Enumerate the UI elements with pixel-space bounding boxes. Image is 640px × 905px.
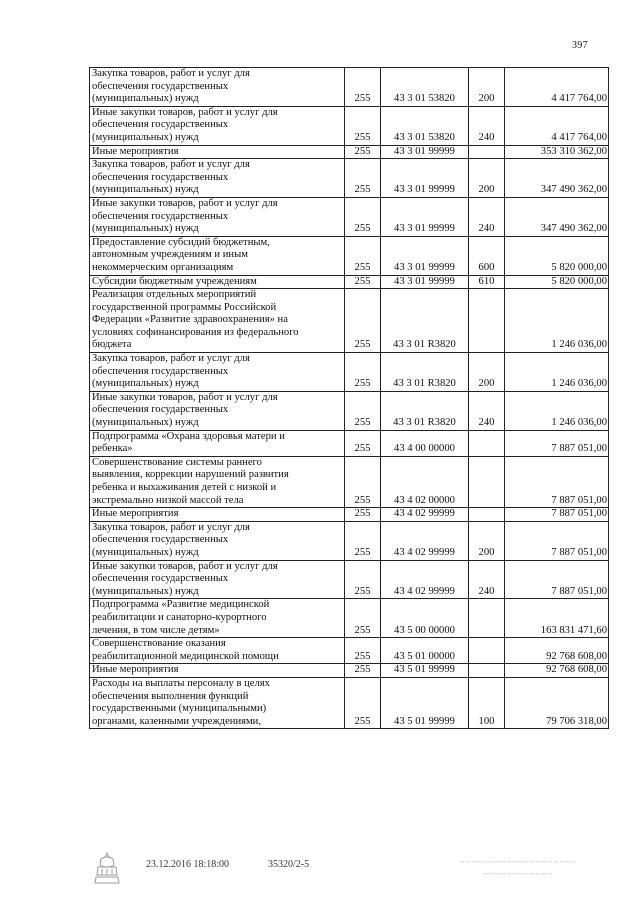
row-name: Подпрограмма «Развитие медицинской реабилитации и санаторно-курортного лечения, в том числе детям» xyxy=(90,599,345,638)
row-article: 43 4 02 00000 xyxy=(381,456,469,507)
row-code: 255 xyxy=(345,145,381,159)
row-code: 255 xyxy=(345,106,381,145)
row-amount: 1 246 036,00 xyxy=(505,391,609,430)
row-article: 43 3 01 99999 xyxy=(381,236,469,275)
row-type: 200 xyxy=(469,159,505,198)
table-row xyxy=(90,599,609,638)
footer-doc-number: 35320/2-5 xyxy=(268,859,310,870)
row-code: 255 xyxy=(345,236,381,275)
row-article: 43 3 01 R3820 xyxy=(381,289,469,353)
row-article: 43 3 01 53820 xyxy=(381,106,469,145)
footer-date: 23.12.2016 18:18:00 xyxy=(146,859,230,870)
row-name: Совершенствование оказания реабилитационной медицинской помощи xyxy=(90,638,345,664)
row-article: 43 3 01 R3820 xyxy=(381,353,469,392)
row-article: 43 4 02 99999 xyxy=(381,521,469,560)
row-code: 255 xyxy=(345,430,381,456)
row-amount: 353 310 362,00 xyxy=(505,145,609,159)
row-code: 255 xyxy=(345,456,381,507)
row-name: Совершенствование системы раннего выявления, коррекции нарушений развития ребенка и выхаживания детей с низкой и экстремально низкой массой тела xyxy=(90,456,345,507)
row-name: Закупка товаров, работ и услуг для обеспечения государственных (муниципальных) нужд xyxy=(90,353,345,392)
row-code: 255 xyxy=(345,68,381,107)
table-row xyxy=(90,638,609,664)
row-article: 43 4 02 99999 xyxy=(381,508,469,522)
row-type: 200 xyxy=(469,353,505,392)
row-article: 43 3 01 R3820 xyxy=(381,391,469,430)
row-amount: 79 706 318,00 xyxy=(505,677,609,728)
row-amount: 7 887 051,00 xyxy=(505,560,609,599)
footer-faded-text: ~~~~~~~~~~~~~~~~~~~~ ~~~~~~~~~~~~ xyxy=(459,857,577,879)
table-row xyxy=(90,68,609,107)
row-code: 255 xyxy=(345,508,381,522)
row-code: 255 xyxy=(345,521,381,560)
row-article: 43 5 00 00000 xyxy=(381,599,469,638)
table-body xyxy=(90,68,609,729)
row-type: 200 xyxy=(469,68,505,107)
row-article: 43 4 00 00000 xyxy=(381,430,469,456)
row-amount: 7 887 051,00 xyxy=(505,430,609,456)
row-article: 43 3 01 99999 xyxy=(381,197,469,236)
row-amount: 7 887 051,00 xyxy=(505,521,609,560)
table-row xyxy=(90,560,609,599)
row-article: 43 3 01 99999 xyxy=(381,145,469,159)
row-amount: 1 246 036,00 xyxy=(505,289,609,353)
row-amount: 5 820 000,00 xyxy=(505,236,609,275)
table-row xyxy=(90,456,609,507)
row-name: Иные закупки товаров, работ и услуг для обеспечения государственных (муниципальных) нужд xyxy=(90,560,345,599)
row-article: 43 5 01 99999 xyxy=(381,664,469,678)
row-code: 255 xyxy=(345,353,381,392)
row-amount: 92 768 608,00 xyxy=(505,638,609,664)
row-type: 600 xyxy=(469,236,505,275)
row-code: 255 xyxy=(345,638,381,664)
row-amount: 7 887 051,00 xyxy=(505,456,609,507)
row-name: Иные мероприятия xyxy=(90,664,345,678)
table-row xyxy=(90,275,609,289)
row-name: Иные мероприятия xyxy=(90,508,345,522)
row-name: Закупка товаров, работ и услуг для обеспечения государственных (муниципальных) нужд xyxy=(90,159,345,198)
row-name: Иные закупки товаров, работ и услуг для обеспечения государственных (муниципальных) нужд xyxy=(90,391,345,430)
row-article: 43 5 01 99999 xyxy=(381,677,469,728)
row-code: 255 xyxy=(345,677,381,728)
row-name: Расходы на выплаты персоналу в целях обеспечения выполнения функций государственными (муниципальными) органами, казенными учреждениями, xyxy=(90,677,345,728)
row-type: 200 xyxy=(469,521,505,560)
row-type: 240 xyxy=(469,106,505,145)
row-name: Субсидии бюджетным учреждениям xyxy=(90,275,345,289)
row-article: 43 5 01 00000 xyxy=(381,638,469,664)
row-article: 43 4 02 99999 xyxy=(381,560,469,599)
row-amount: 4 417 764,00 xyxy=(505,106,609,145)
table-row xyxy=(90,508,609,522)
row-type: 240 xyxy=(469,560,505,599)
row-amount: 92 768 608,00 xyxy=(505,664,609,678)
table-row xyxy=(90,677,609,728)
row-type: 240 xyxy=(469,197,505,236)
row-name: Закупка товаров, работ и услуг для обеспечения государственных (муниципальных) нужд xyxy=(90,521,345,560)
row-amount: 4 417 764,00 xyxy=(505,68,609,107)
row-amount: 1 246 036,00 xyxy=(505,353,609,392)
row-type xyxy=(469,599,505,638)
table-row xyxy=(90,664,609,678)
row-article: 43 3 01 99999 xyxy=(381,159,469,198)
table-row xyxy=(90,353,609,392)
table-row xyxy=(90,197,609,236)
table-row xyxy=(90,236,609,275)
row-name: Иные закупки товаров, работ и услуг для обеспечения государственных (муниципальных) нужд xyxy=(90,106,345,145)
table-row xyxy=(90,521,609,560)
row-type: 100 xyxy=(469,677,505,728)
row-type xyxy=(469,289,505,353)
row-code: 255 xyxy=(345,391,381,430)
table-row xyxy=(90,391,609,430)
row-article: 43 3 01 99999 xyxy=(381,275,469,289)
row-type xyxy=(469,456,505,507)
row-amount: 7 887 051,00 xyxy=(505,508,609,522)
row-type xyxy=(469,508,505,522)
table-row xyxy=(90,289,609,353)
row-code: 255 xyxy=(345,599,381,638)
page-number: 397 xyxy=(572,40,588,51)
row-code: 255 xyxy=(345,560,381,599)
row-code: 255 xyxy=(345,275,381,289)
table-row xyxy=(90,145,609,159)
row-amount: 5 820 000,00 xyxy=(505,275,609,289)
row-type xyxy=(469,638,505,664)
seal-icon xyxy=(93,851,121,885)
row-type xyxy=(469,430,505,456)
budget-table xyxy=(89,67,609,729)
row-article: 43 3 01 53820 xyxy=(381,68,469,107)
row-type xyxy=(469,145,505,159)
row-code: 255 xyxy=(345,159,381,198)
row-amount: 347 490 362,00 xyxy=(505,159,609,198)
row-code: 255 xyxy=(345,289,381,353)
table-row xyxy=(90,159,609,198)
row-name: Иные закупки товаров, работ и услуг для обеспечения государственных (муниципальных) нужд xyxy=(90,197,345,236)
table-row xyxy=(90,106,609,145)
row-name: Реализация отдельных мероприятий государственной программы Российской Федерации «Развитие здравоохранения» на условиях софинансирования из федерального бюджета xyxy=(90,289,345,353)
row-name: Закупка товаров, работ и услуг для обеспечения государственных (муниципальных) нужд xyxy=(90,68,345,107)
row-amount: 347 490 362,00 xyxy=(505,197,609,236)
row-code: 255 xyxy=(345,197,381,236)
row-type xyxy=(469,664,505,678)
row-amount: 163 831 471,60 xyxy=(505,599,609,638)
row-name: Иные мероприятия xyxy=(90,145,345,159)
table-row xyxy=(90,430,609,456)
row-type: 610 xyxy=(469,275,505,289)
row-name: Подпрограмма «Охрана здоровья матери и ребенка» xyxy=(90,430,345,456)
row-type: 240 xyxy=(469,391,505,430)
row-name: Предоставление субсидий бюджетным, автономным учреждениям и иным некоммерческим организациям xyxy=(90,236,345,275)
row-code: 255 xyxy=(345,664,381,678)
